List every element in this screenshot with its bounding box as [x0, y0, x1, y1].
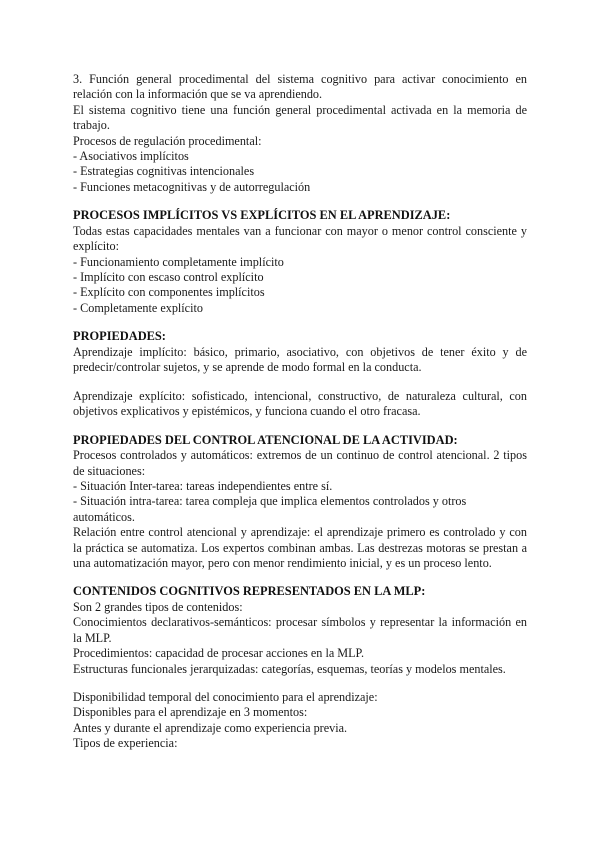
heading-properties: PROPIEDADES: [73, 329, 166, 344]
properties-implicit-paragraph: Aprendizaje implícito: básico, primario, asociativo, con objetivos de tener éxito y de predecir/controlar sujetos, y se aprende de modo formal en la conducta. [73, 344, 527, 375]
control-situation-intra: - Situación intra-tarea: tarea compleja que implica elementos controlados y otros automáticos. [73, 494, 467, 524]
contents-paragraph-structures: Estructuras funcionales jerarquizadas: categorías, esquemas, teorías y modelos mentales. [73, 661, 506, 676]
intro-paragraph-function: 3. Función general procedimental del sistema cognitivo para activar conocimiento en relación con la información que se va aprendiendo. [73, 72, 527, 102]
intro-paragraph-system: El sistema cognitivo tiene una función general procedimental activada en la memoria de trabajo. [73, 102, 527, 133]
control-paragraph-relation: Relación entre control atencional y aprendizaje: el aprendizaje primero es controlado y con la práctica se automatiza. Los expertos combinan ambas. Las destrezas motoras se prestan a una automatización mayor, pero con menor rendimiento inicial, y es un proceso lento. [73, 525, 527, 570]
contents-paragraph-types: Son 2 grandes tipos de contenidos: [73, 599, 243, 614]
intro-list-item: - Estrategias cognitivas intencionales [73, 164, 255, 179]
availability-paragraph-before: Antes y durante el aprendizaje como experiencia previa. [73, 720, 348, 735]
availability-paragraph-moments: Disponibles para el aprendizaje en 3 momentos: [73, 705, 308, 720]
implicit-paragraph: Todas estas capacidades mentales van a funcionar con mayor o menor control consciente y explícito: [73, 223, 527, 254]
document-body [73, 72, 527, 752]
contents-paragraph-procedures: Procedimientos: capacidad de procesar acciones en la MLP. [73, 646, 365, 661]
properties-explicit-paragraph: Aprendizaje explícito: sofisticado, intencional, constructivo, de naturaleza cultural, con objetivos explicativos y epistémicos, y funciona cuando el otro fracasa. [73, 388, 527, 419]
heading-cognitive-contents: CONTENIDOS COGNITIVOS REPRESENTADOS EN LA MLP: [73, 584, 426, 599]
implicit-list-item: - Completamente explícito [73, 300, 203, 315]
implicit-list-item: - Explícito con componentes implícitos [73, 285, 265, 300]
availability-paragraph-temporal: Disponibilidad temporal del conocimiento para el aprendizaje: [73, 689, 378, 704]
intro-list-item: - Asociativos implícitos [73, 149, 189, 164]
heading-attentional-control: PROPIEDADES DEL CONTROL ATENCIONAL DE LA ACTIVIDAD: [73, 432, 458, 447]
control-paragraph-processes: Procesos controlados y automáticos: extremos de un continuo de control atencional. 2 tipos de situaciones: [73, 448, 527, 478]
heading-implicit-explicit: PROCESOS IMPLÍCITOS VS EXPLÍCITOS EN EL APRENDIZAJE: [73, 208, 451, 223]
contents-paragraph-declarative: Conocimientos declarativos-semánticos: procesar símbolos y representar la información en la MLP. [73, 615, 527, 645]
intro-list-item: - Funciones metacognitivas y de autorregulación [73, 179, 311, 194]
control-situation-inter: - Situación Inter-tarea: tareas independientes entre sí. [73, 478, 333, 493]
implicit-list-item: - Funcionamiento completamente implícito [73, 254, 284, 269]
implicit-list-item: - Implícito con escaso control explícito [73, 270, 264, 285]
availability-paragraph-types: Tipos de experiencia: [73, 736, 178, 751]
intro-paragraph-processes: Procesos de regulación procedimental: [73, 133, 262, 148]
